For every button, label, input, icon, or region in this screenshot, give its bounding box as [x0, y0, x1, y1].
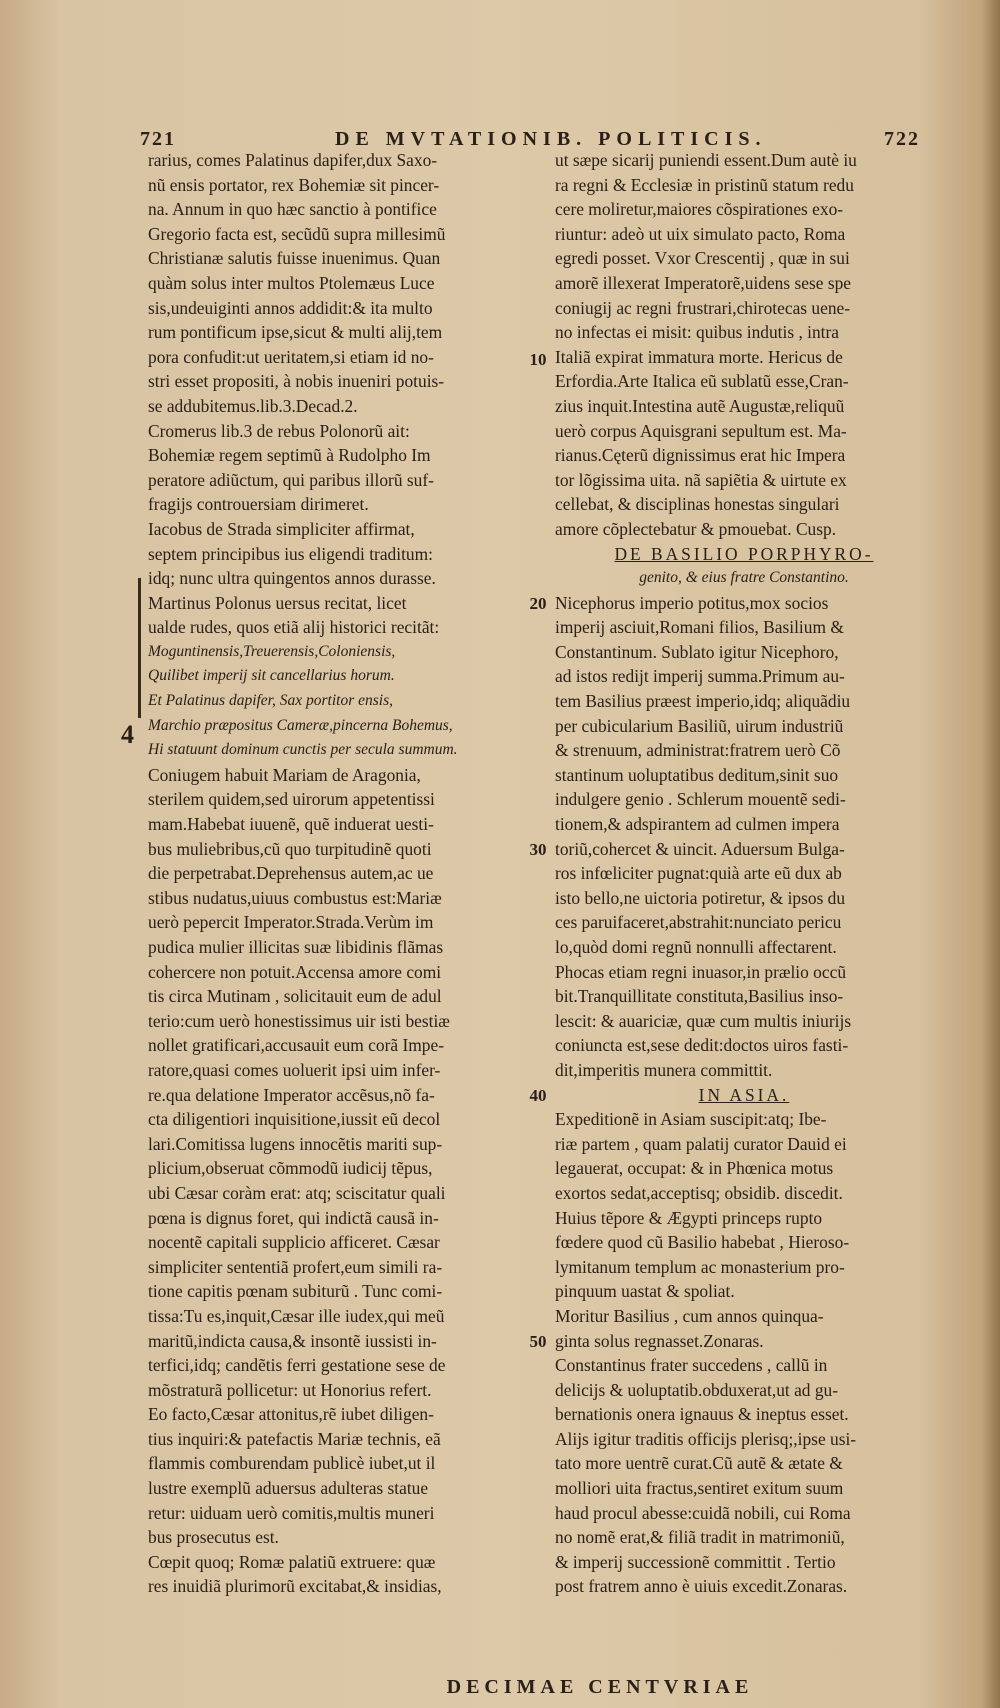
catchword-footer: DECIMAE CENTVRIAE — [446, 1676, 754, 1698]
text-line: no nomẽ erat,& filiã tradit in matrimoniũ, — [555, 1527, 845, 1548]
text-line: legauerat, occupat: & in Phœnica motus — [555, 1158, 834, 1179]
text-line: bit.Tranquillitate constituta,Basilius inso- — [555, 986, 844, 1007]
text-line: tem Basilius præest imperio,idq; aliquãdiu — [555, 691, 851, 712]
text-line: bernationis onera ignauus & ineptus esset. — [555, 1404, 849, 1425]
text-line: tato more uentrẽ curat.Cũ autẽ & ætate & — [555, 1453, 843, 1474]
text-line: cellebat, & disciplinas honestas singulari — [555, 494, 840, 515]
text-line: molliori uita fractus,sentiret exitum suum — [555, 1478, 844, 1499]
text-line: Constantinus frater succedens , callũ in — [555, 1355, 828, 1376]
text-line: zius inquit.Intestina autẽ Augustæ,reliquũ — [555, 395, 845, 416]
text-line: Martinus Polonus uersus recitat, licet — [148, 592, 407, 613]
text-line: re.qua delatione Imperator accẽsus,nõ fa- — [148, 1084, 435, 1105]
text-line: tissa:Tu es,inquit,Cæsar ille iudex,qui meũ — [148, 1305, 445, 1326]
verse-line: Moguntinensis,Treuerensis,Coloniensis, — [148, 642, 396, 660]
text-line: amore cõplectebatur & pmouebat. Cusp. — [555, 518, 837, 539]
text-line: tionem,& adspirantem ad culmen impera — [555, 814, 840, 835]
page-edge-shadow — [982, 0, 1000, 1708]
text-line: stibus nudatus,uiuus combustus est:Mariæ — [148, 887, 442, 908]
line-number: 20 — [529, 594, 547, 613]
text-line: tione capitis pœnam subiturũ . Tunc comi- — [148, 1281, 443, 1302]
text-line: coniuncta est,sese dedit:doctos uiros fasti- — [555, 1035, 849, 1056]
text-line: rum pontificum ipse,sicut & multi alij,tem — [148, 322, 443, 343]
text-line: stantinum uoluptatibus deditum,sinit suo — [555, 764, 839, 785]
text-line: exortos sedat,acceptisq; obsidib. discedit. — [555, 1182, 843, 1203]
text-line: cohercere non potuit.Accensa amore comi — [148, 961, 442, 982]
text-line: nocentẽ capitali supplicio afficeret. Cæsar — [148, 1232, 440, 1253]
text-line: bus muliebribus,cũ quo turpitudinẽ quoti — [148, 838, 432, 859]
text-line: lari.Comitissa lugens innocẽtis mariti sup- — [148, 1133, 443, 1154]
text-line: ad istos redijt imperij summa.Primum au- — [555, 666, 845, 687]
text-line: retur: uiduam uerò comitis,multis muneri — [148, 1502, 435, 1523]
text-line: toriũ,cohercet & uincit. Aduersum Bulga- — [555, 838, 845, 859]
verse-line: Quilibet imperij sit cancellarius horum. — [148, 667, 395, 685]
text-line: fragijs controuersiam dirimeret. — [148, 494, 369, 515]
text-line: ubi Cæsar coràm erat: atq; sciscitatur quali — [148, 1182, 446, 1203]
text-line: stri esset propositi, à nobis inueniri potuis- — [148, 371, 445, 392]
text-line: pœna is dignus foret, qui indictã causã in- — [148, 1207, 439, 1228]
text-line: fœdere quod cũ Basilio habebat , Hieroso- — [555, 1232, 850, 1253]
text-line: lymitanum templum ac monasterium pro- — [555, 1256, 845, 1277]
text-line: uerò corpus Aquisgrani sepultum est. Ma- — [555, 420, 847, 441]
text-line: Constantinum. Sublato igitur Nicephoro, — [555, 641, 839, 662]
text-line: haud procul abesse:cuidã nobili, cui Roma — [555, 1502, 851, 1523]
text-line: Nicephorus imperio potitus,mox socios — [555, 592, 829, 613]
text-line: tor lõgissima uita. nã sapiẽtia & uirtute ex — [555, 469, 847, 490]
text-line: Christianæ salutis fuisse inuenimus. Quan — [148, 248, 441, 269]
text-line: ginta solus regnasset.Zonaras. — [555, 1330, 764, 1351]
text-line: & imperij successionẽ committit . Tertio — [555, 1551, 836, 1572]
line-number: 40 — [529, 1086, 547, 1105]
text-line: idq; nunc ultra quingentos annos durasse. — [148, 568, 436, 589]
text-line: Iacobus de Strada simpliciter affirmat, — [148, 518, 415, 539]
text-line: plicium,obseruat cõmmodũ iudicij tẽpus, — [148, 1158, 433, 1179]
text-line: per cubicularium Basiliũ, uirum industriũ — [555, 715, 844, 736]
running-title: DE MVTATIONIB. POLITICIS. — [335, 128, 767, 150]
text-line: Alijs igitur traditis officijs plerisq;,ipse usi- — [555, 1428, 857, 1449]
verse-line: Marchio præpositus Cameræ,pincerna Bohemus, — [148, 716, 453, 734]
text-line: dit,imperitis munera committit. — [555, 1059, 773, 1080]
text-line: uerò pepercit Imperator.Strada.Verùm im — [148, 912, 434, 933]
text-line: die perpetrabat.Deprehensus autem,ac ue — [148, 863, 434, 884]
page-number-right: 722 — [884, 128, 920, 150]
text-line: coniugij ac regni frustrari,chirotecas uene- — [555, 297, 851, 318]
text-line: no infectas ei misit: quibus indutis , intra — [555, 322, 840, 343]
text-line: egredi posset. Vxor Crescentij , quæ in sui — [555, 248, 850, 269]
section-heading: DE BASILIO PORPHYRO- — [614, 543, 874, 564]
text-line: Coniugem habuit Mariam de Aragonia, — [148, 764, 421, 785]
text-line: imperij asciuit,Romani filios, Basilium & — [555, 617, 844, 638]
text-line: maritũ,indicta causa,& insontẽ iussisti in- — [148, 1330, 437, 1351]
text-line: riuntur: adeò ut uix simulato pacto, Roma — [555, 223, 846, 244]
text-line: pinquum uastat & spoliat. — [555, 1281, 735, 1302]
text-line: terfici,idq; candẽtis ferri gestatione sese de — [148, 1355, 446, 1376]
text-line: riæ partem , quam palatij curator Dauid ei — [555, 1133, 847, 1154]
text-line: simpliciter sententiã profert,eum simili ra- — [148, 1256, 443, 1277]
text-line: Gregorio facta est, secũdũ supra millesimũ — [148, 223, 446, 244]
right-column — [555, 148, 933, 1599]
text-line: Italiã expirat immatura morte. Hericus de — [555, 346, 843, 367]
text-line: nollet gratificari,accusauit eum corã Impe- — [148, 1035, 444, 1056]
text-line: res inuidiã plurimorũ excitabat,& insidias, — [148, 1576, 442, 1597]
text-line: na. Annum in quo hæc sanctio à pontifice — [148, 199, 437, 220]
text-line: lescit: & auariciæ, quæ cum multis iniurijs — [555, 1010, 852, 1031]
text-line: quàm solus inter multos Ptolemæus Luce — [148, 272, 435, 293]
text-line: se addubitemus.lib.3.Decad.2. — [148, 395, 358, 416]
text-line: pudica mulier illicitas suæ libidinis flãmas — [148, 937, 444, 957]
text-line: Phocas etiam regni inuasor,in prælio occũ — [555, 961, 847, 982]
text-line: Cœpit quoq; Romæ palatiũ extruere: quæ — [148, 1551, 436, 1572]
text-line: ualde rudes, quos etiã alij historici recitãt: — [148, 617, 440, 638]
text-line: ut sæpe sicarij puniendi essent.Dum autè iu — [555, 150, 857, 170]
text-line: rarius, comes Palatinus dapifer,dux Saxo- — [148, 150, 438, 170]
text-line: peratore adiũctum, qui paribus illorũ suf- — [148, 469, 434, 490]
text-line: tis circa Mutinam , solicitauit eum de adul — [148, 986, 442, 1007]
verse-line: Et Palatinus dapifer, Sax portitor ensis, — [148, 692, 393, 710]
text-line: septem principibus ius eligendi traditum: — [148, 543, 433, 564]
text-line: isto bello,ne uictoria potiretur, & ipsos du — [555, 887, 846, 908]
text-line: delicijs & uoluptatib.obduxerat,ut ad gu- — [555, 1379, 839, 1400]
verse-bracket — [138, 578, 141, 718]
text-line: Cromerus lib.3 de rebus Polonorũ ait: — [148, 420, 410, 441]
text-line: Bohemiæ regem septimũ à Rudolpho Im — [148, 445, 431, 466]
text-line: terio:cum uerò honestissimus uir isti bestiæ — [148, 1010, 450, 1031]
text-line: mõstraturã pollicetur: ut Honorius refert. — [148, 1379, 432, 1400]
section-heading: IN ASIA. — [698, 1084, 790, 1105]
text-line: amorẽ illexerat Imperatorẽ,uidens sese spe — [555, 272, 851, 293]
page-number-left: 721 — [140, 128, 176, 150]
text-line: sis,undeuiginti annos addidit:& ita multo — [148, 297, 433, 318]
verse-line: Hi statuunt dominum cunctis per secula summum. — [148, 741, 458, 759]
text-line: mam.Habebat iuuenẽ, quẽ induerat uesti- — [148, 814, 434, 835]
text-line: tius inquiri:& patefactis Mariæ technis, eã — [148, 1428, 441, 1449]
text-line: ros infœliciter pugnat:quià arte eũ dux ab — [555, 863, 842, 884]
text-line: indulgere genio . Schlerum mouentẽ sedi- — [555, 789, 846, 810]
text-line: lustre exemplũ aduersus adulteras statue — [148, 1478, 429, 1499]
text-line: Expeditionẽ in Asiam suscipit:atq; Ibe- — [555, 1109, 827, 1130]
text-line: ra regni & Ecclesiæ in pristinũ statum redu — [555, 174, 854, 195]
text-line: Eo facto,Cæsar attonitus,rẽ iubet diligen- — [148, 1404, 434, 1425]
text-line: Moritur Basilius , cum annos quinqua- — [555, 1305, 824, 1326]
margin-mark: 4 — [121, 720, 134, 749]
text-line: ces paruifaceret,abstrahit:nunciato pericu — [555, 912, 842, 933]
text-line: Huius tẽpore & Ægypti princeps rupto — [555, 1207, 823, 1228]
text-line: cta diligentiori inquisitione,iussit eũ decol — [148, 1109, 441, 1130]
line-number: 10 — [529, 350, 547, 369]
text-line: ratore,quasi comes uoluerit ipsi uim infer- — [148, 1059, 441, 1080]
text-line: sterilem quidem,sed uirorum appetentissi — [148, 789, 435, 810]
text-line: lo,quòd domi regnũ nonnulli affectarent. — [555, 937, 837, 957]
text-line: flammis comburendam publicè iubet,ut il — [148, 1453, 436, 1474]
text-line: cere moliretur,maiores cõspirationes exo- — [555, 199, 844, 220]
left-column — [148, 148, 528, 1599]
text-line: & strenuum, administrat:fratrem uerò Cõ — [555, 740, 841, 761]
text-line: pora confudit:ut ueritatem,si etiam id no- — [148, 346, 434, 367]
line-number: 50 — [529, 1332, 547, 1351]
text-line: nũ ensis portator, rex Bohemiæ sit pincer- — [148, 174, 440, 195]
section-subheading: genito, & eius fratre Constantino. — [639, 569, 849, 587]
text-line: post fratrem anno è uiuis excedit.Zonaras. — [555, 1576, 848, 1597]
text-line: rianus.Cęterũ dignissimus erat hic Impera — [555, 445, 846, 466]
line-number: 30 — [529, 840, 547, 859]
text-line: Erfordia.Arte Italica eũ sublatũ esse,Cran- — [555, 371, 849, 392]
text-line: bus prosecutus est. — [148, 1527, 279, 1548]
